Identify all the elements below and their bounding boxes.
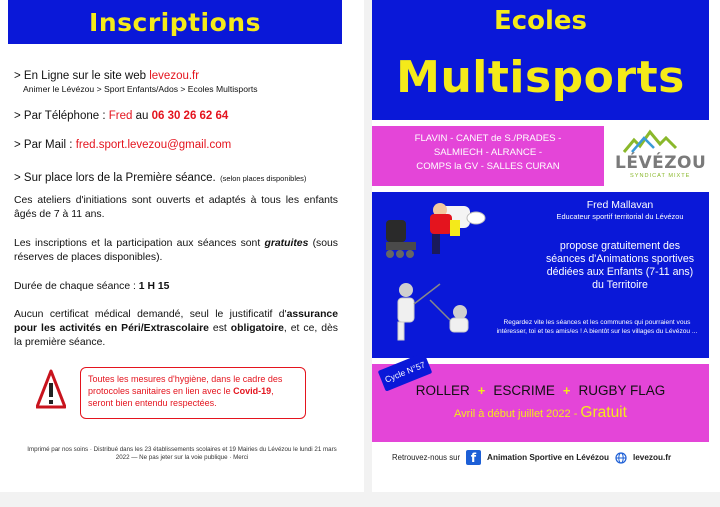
free-label: Gratuit [580, 404, 627, 421]
online-line: > En Ligne sur le site web levezou.fr Animer le Lévézou > Sport Enfants/Ados > Ecoles Multisports [14, 70, 258, 94]
activity-roller: ROLLER [415, 383, 470, 398]
website-link[interactable]: levezou.fr [632, 453, 672, 462]
invite-text: Regardez vite les séances et les communes qui pourraient vous intéresser, toi et tes amis/es ! A bientôt sur les villages du Lévézou ... [496, 319, 698, 335]
social-footer: Retrouvez-nous sur f Animation Sportive en Lévézou levezou.fr [392, 451, 672, 465]
facebook-page-link[interactable]: Animation Sportive en Lévézou [487, 453, 609, 462]
offer-text: propose gratuitement des séances d'Animations sportives dédiées aux Enfants (7-11 ans) du Territoire [545, 240, 695, 291]
activity-rugby: RUGBY FLAG [578, 383, 666, 398]
multisports-title: Multisports [396, 52, 685, 103]
online-path: Animer le Lévézou > Sport Enfants/Ados > Ecoles Multisports [23, 84, 258, 94]
paragraph-ages: Ces ateliers d'initiations sont ouverts et adaptés à tous les enfants âgés de 7 à 11 ans. [14, 195, 338, 220]
warning-text: Toutes les mesures d'hygiène, dans le cadre des protocoles sanitaires en lien avec le Covid-19, seront bien entendu respectées. [88, 374, 283, 408]
activity-escrime: ESCRIME [493, 383, 555, 398]
paragraph-duration: Durée de chaque séance : 1 H 15 [14, 281, 170, 292]
coach-role: Educateur sportif territorial du Lévézou [556, 212, 684, 221]
mail-line: > Par Mail : fred.sport.levezou@gmail.com [14, 139, 232, 151]
coach-name: Fred Mallavan [586, 199, 654, 211]
paragraph-certificat: Aucun certificat médical demandé, seul le justificatif d'assurance pour les activités en Péri/Extrascolaire est obligatoire, et ce, dès la première séance. [14, 309, 339, 348]
print-footer: Imprimé par nos soins · Distribué dans les 23 établissements scolaires et 19 Mairies du Lévézou le lundi 21 mars 2022 — Ne pas jeter sur la voie publique · Merci [27, 446, 337, 461]
season-dates: Avril à début juillet 2022 - Gratuit [454, 404, 627, 421]
onsite-line: > Sur place lors de la Première séance. (selon places disponibles) [14, 172, 307, 184]
activities-list: ROLLER + ESCRIME + RUGBY FLAG [415, 383, 666, 398]
logo-subtitle: SYNDICAT MIXTE [630, 173, 691, 179]
phone-line: > Par Téléphone : Fred au 06 30 26 62 64 [14, 110, 229, 122]
paragraph-gratuites: Les inscriptions et la participation aux séances sont gratuites (sous réserves de places disponibles). [14, 238, 339, 263]
warning-triangle-icon [36, 369, 66, 409]
ecoles-title: Ecoles [493, 6, 588, 36]
mail-link[interactable]: fred.sport.levezou@gmail.com [75, 139, 232, 151]
site-link[interactable]: levezou.fr [149, 70, 200, 82]
right-page [372, 0, 720, 492]
facebook-icon[interactable]: f [466, 450, 481, 465]
logo-word: LÉVÉZOU [615, 153, 707, 173]
phone-number[interactable]: 06 30 26 62 64 [151, 110, 229, 122]
globe-icon [615, 452, 627, 464]
inscriptions-banner [8, 0, 342, 44]
towns-list: FLAVIN - CANET de S./PRADES - SALMIECH - ALRANCE - COMPS la GV - SALLES CURAN [414, 133, 562, 172]
cycle-badge: Cycle N°57 [378, 352, 433, 391]
inscriptions-title: Inscriptions [89, 7, 261, 37]
